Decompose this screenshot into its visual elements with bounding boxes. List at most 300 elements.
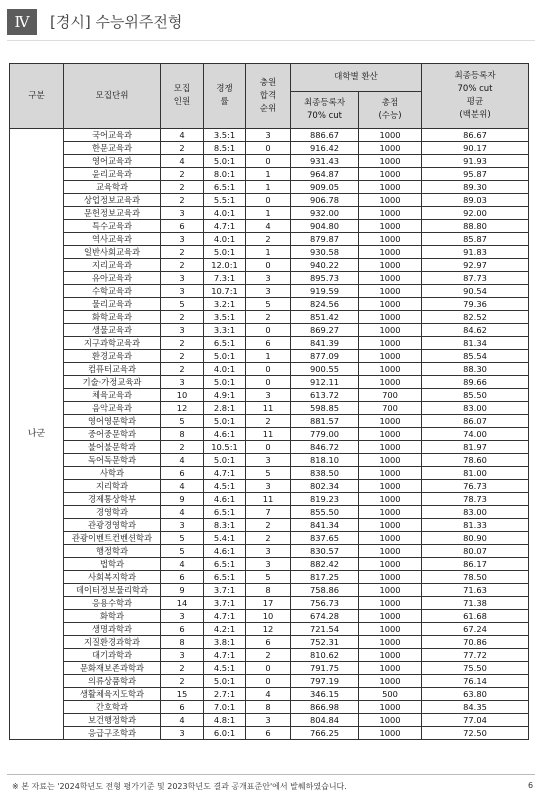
waitlist-rank: 8: [246, 584, 291, 597]
univ-score-cut: 964.87: [291, 168, 359, 181]
competition-ratio: 5.0:1: [204, 415, 246, 428]
competition-ratio: 4.7:1: [204, 649, 246, 662]
quota: 2: [161, 194, 204, 207]
unit-name: 문헌정보교육과: [64, 207, 161, 220]
waitlist-rank: 0: [246, 324, 291, 337]
table-row: [10, 220, 529, 233]
table-row: [10, 441, 529, 454]
univ-total: 1000: [359, 298, 422, 311]
univ-score-cut: 879.87: [291, 233, 359, 246]
univ-total: 1000: [359, 558, 422, 571]
univ-score-cut: 866.98: [291, 701, 359, 714]
unit-name: 사학과: [64, 467, 161, 480]
unit-name: 불어불문학과: [64, 441, 161, 454]
quota: 6: [161, 571, 204, 584]
table-row: [10, 168, 529, 181]
univ-total: 1000: [359, 545, 422, 558]
quota: 14: [161, 597, 204, 610]
waitlist-rank: 6: [246, 636, 291, 649]
univ-total: 1000: [359, 467, 422, 480]
waitlist-rank: 2: [246, 233, 291, 246]
univ-score-cut: 674.28: [291, 610, 359, 623]
univ-score-cut: 886.67: [291, 129, 359, 142]
quota: 3: [161, 324, 204, 337]
univ-total: 1000: [359, 571, 422, 584]
waitlist-rank: 4: [246, 220, 291, 233]
final-percentile: 76.14: [422, 675, 529, 688]
univ-total: 1000: [359, 584, 422, 597]
univ-score-cut: 912.11: [291, 376, 359, 389]
univ-score-cut: 791.75: [291, 662, 359, 675]
final-percentile: 77.72: [422, 649, 529, 662]
waitlist-rank: 3: [246, 545, 291, 558]
table-row: [10, 207, 529, 220]
unit-name: 간호학과: [64, 701, 161, 714]
quota: 4: [161, 480, 204, 493]
unit-name: 관광이벤트컨벤션학과: [64, 532, 161, 545]
unit-name: 법학과: [64, 558, 161, 571]
univ-score-cut: 919.59: [291, 285, 359, 298]
final-percentile: 91.83: [422, 246, 529, 259]
competition-ratio: 6.5:1: [204, 506, 246, 519]
quota: 6: [161, 623, 204, 636]
waitlist-rank: 17: [246, 597, 291, 610]
univ-score-cut: 846.72: [291, 441, 359, 454]
table-row: [10, 558, 529, 571]
final-percentile: 70.86: [422, 636, 529, 649]
final-percentile: 63.80: [422, 688, 529, 701]
quota: 4: [161, 506, 204, 519]
final-percentile: 86.67: [422, 129, 529, 142]
univ-score-cut: 940.22: [291, 259, 359, 272]
table-row: [10, 415, 529, 428]
univ-score-cut: 904.80: [291, 220, 359, 233]
final-percentile: 75.50: [422, 662, 529, 675]
quota: 3: [161, 285, 204, 298]
unit-name: 일반사회교육과: [64, 246, 161, 259]
competition-ratio: 4.7:1: [204, 220, 246, 233]
header-division: 구분: [10, 64, 64, 129]
univ-score-cut: 802.34: [291, 480, 359, 493]
univ-score-cut: 766.25: [291, 727, 359, 740]
competition-ratio: 2.8:1: [204, 402, 246, 415]
final-percentile: 90.54: [422, 285, 529, 298]
waitlist-rank: 6: [246, 727, 291, 740]
final-percentile: 82.52: [422, 311, 529, 324]
quota: 9: [161, 493, 204, 506]
quota: 3: [161, 727, 204, 740]
competition-ratio: 10.7:1: [204, 285, 246, 298]
competition-ratio: 5.0:1: [204, 675, 246, 688]
univ-score-cut: 818.10: [291, 454, 359, 467]
univ-total: 1000: [359, 701, 422, 714]
table-row: [10, 701, 529, 714]
quota: 8: [161, 636, 204, 649]
unit-name: 유아교육과: [64, 272, 161, 285]
unit-name: 중어중문학과: [64, 428, 161, 441]
final-percentile: 74.00: [422, 428, 529, 441]
competition-ratio: 4.8:1: [204, 714, 246, 727]
unit-name: 체육교육과: [64, 389, 161, 402]
univ-total: 1000: [359, 194, 422, 207]
univ-score-cut: 756.73: [291, 597, 359, 610]
waitlist-rank: 0: [246, 376, 291, 389]
section-title: [경시] 수능위주전형: [50, 13, 183, 31]
competition-ratio: 6.5:1: [204, 571, 246, 584]
univ-total: 500: [359, 688, 422, 701]
univ-total: 1000: [359, 181, 422, 194]
quota: 5: [161, 415, 204, 428]
final-percentile: 81.97: [422, 441, 529, 454]
header-univ-total: 총점 (수능): [359, 92, 422, 129]
waitlist-rank: 2: [246, 519, 291, 532]
table-row: [10, 584, 529, 597]
final-percentile: 91.93: [422, 155, 529, 168]
table-row: [10, 506, 529, 519]
table-row: [10, 623, 529, 636]
final-percentile: 90.17: [422, 142, 529, 155]
unit-name: 환경교육과: [64, 350, 161, 363]
quota: 4: [161, 129, 204, 142]
header-univ-conversion: 대학별 환산: [291, 64, 422, 92]
unit-name: 경제통상학부: [64, 493, 161, 506]
competition-ratio: 5.0:1: [204, 350, 246, 363]
unit-name: 컴퓨터교육과: [64, 363, 161, 376]
competition-ratio: 4.2:1: [204, 623, 246, 636]
table-row: [10, 337, 529, 350]
table-row: [10, 129, 529, 142]
unit-name: 화학교육과: [64, 311, 161, 324]
univ-total: 1000: [359, 415, 422, 428]
unit-name: 의류상품학과: [64, 675, 161, 688]
unit-name: 응용수학과: [64, 597, 161, 610]
table-row: [10, 402, 529, 415]
quota: 12: [161, 402, 204, 415]
unit-name: 지리교육과: [64, 259, 161, 272]
quota: 5: [161, 545, 204, 558]
final-percentile: 71.63: [422, 584, 529, 597]
univ-score-cut: 930.58: [291, 246, 359, 259]
univ-total: 1000: [359, 363, 422, 376]
univ-score-cut: 837.65: [291, 532, 359, 545]
quota: 2: [161, 441, 204, 454]
univ-total: 1000: [359, 129, 422, 142]
univ-total: 1000: [359, 337, 422, 350]
final-percentile: 86.17: [422, 558, 529, 571]
univ-score-cut: 851.42: [291, 311, 359, 324]
competition-ratio: 3.3:1: [204, 324, 246, 337]
quota: 2: [161, 337, 204, 350]
table-row: [10, 181, 529, 194]
univ-total: 1000: [359, 610, 422, 623]
waitlist-rank: 0: [246, 142, 291, 155]
table-row: [10, 727, 529, 740]
univ-total: 1000: [359, 675, 422, 688]
quota: 15: [161, 688, 204, 701]
competition-ratio: 8.5:1: [204, 142, 246, 155]
waitlist-rank: 0: [246, 155, 291, 168]
final-percentile: 89.30: [422, 181, 529, 194]
competition-ratio: 5.4:1: [204, 532, 246, 545]
unit-name: 기술·가정교육과: [64, 376, 161, 389]
table-row: [10, 350, 529, 363]
table-row: [10, 324, 529, 337]
table-row: [10, 259, 529, 272]
final-percentile: 86.07: [422, 415, 529, 428]
univ-total: 1000: [359, 155, 422, 168]
unit-name: 생명과학과: [64, 623, 161, 636]
table-row: [10, 246, 529, 259]
univ-score-cut: 804.84: [291, 714, 359, 727]
waitlist-rank: 6: [246, 337, 291, 350]
univ-score-cut: 881.57: [291, 415, 359, 428]
competition-ratio: 7.0:1: [204, 701, 246, 714]
univ-total: 700: [359, 389, 422, 402]
competition-ratio: 4.9:1: [204, 389, 246, 402]
table-row: [10, 389, 529, 402]
univ-score-cut: 838.50: [291, 467, 359, 480]
quota: 3: [161, 376, 204, 389]
unit-name: 데이터정보물리학과: [64, 584, 161, 597]
unit-name: 화학과: [64, 610, 161, 623]
waitlist-rank: 3: [246, 272, 291, 285]
univ-total: 1000: [359, 662, 422, 675]
unit-name: 생물교육과: [64, 324, 161, 337]
competition-ratio: 5.0:1: [204, 376, 246, 389]
quota: 4: [161, 454, 204, 467]
unit-name: 지리학과: [64, 480, 161, 493]
quota: 2: [161, 662, 204, 675]
final-percentile: 85.87: [422, 233, 529, 246]
table-row: [10, 662, 529, 675]
header-rank: 충원 합격 순위: [246, 64, 291, 129]
page-number: 6: [528, 781, 534, 790]
header-quota: 모집 인원: [161, 64, 204, 129]
unit-name: 독어독문학과: [64, 454, 161, 467]
final-percentile: 92.00: [422, 207, 529, 220]
final-percentile: 89.03: [422, 194, 529, 207]
waitlist-rank: 5: [246, 467, 291, 480]
final-percentile: 80.90: [422, 532, 529, 545]
univ-total: 1000: [359, 285, 422, 298]
competition-ratio: 4.5:1: [204, 480, 246, 493]
waitlist-rank: 11: [246, 428, 291, 441]
unit-name: 국어교육과: [64, 129, 161, 142]
univ-total: 1000: [359, 428, 422, 441]
final-percentile: 79.36: [422, 298, 529, 311]
unit-name: 대기과학과: [64, 649, 161, 662]
competition-ratio: 6.5:1: [204, 558, 246, 571]
table-row: [10, 376, 529, 389]
table-row: [10, 233, 529, 246]
univ-total: 1000: [359, 207, 422, 220]
table-row: [10, 636, 529, 649]
waitlist-rank: 0: [246, 259, 291, 272]
unit-name: 영어교육과: [64, 155, 161, 168]
univ-score-cut: 895.73: [291, 272, 359, 285]
univ-score-cut: 906.78: [291, 194, 359, 207]
univ-total: 1000: [359, 532, 422, 545]
waitlist-rank: 10: [246, 610, 291, 623]
waitlist-rank: 2: [246, 415, 291, 428]
competition-ratio: 3.7:1: [204, 597, 246, 610]
competition-ratio: 5.0:1: [204, 454, 246, 467]
table-row: [10, 493, 529, 506]
quota: 2: [161, 311, 204, 324]
univ-score-cut: 909.05: [291, 181, 359, 194]
competition-ratio: 5.0:1: [204, 155, 246, 168]
competition-ratio: 4.6:1: [204, 428, 246, 441]
final-percentile: 78.50: [422, 571, 529, 584]
quota: 6: [161, 467, 204, 480]
univ-total: 1000: [359, 519, 422, 532]
header-univ-final-cut: 최종등록자 70% cut: [291, 92, 359, 129]
waitlist-rank: 3: [246, 129, 291, 142]
unit-name: 응급구조학과: [64, 727, 161, 740]
final-percentile: 83.00: [422, 402, 529, 415]
quota: 4: [161, 155, 204, 168]
waitlist-rank: 3: [246, 480, 291, 493]
univ-score-cut: 810.62: [291, 649, 359, 662]
unit-name: 보건행정학과: [64, 714, 161, 727]
competition-ratio: 4.7:1: [204, 610, 246, 623]
table-row: [10, 545, 529, 558]
final-percentile: 89.66: [422, 376, 529, 389]
quota: 2: [161, 168, 204, 181]
table-row: [10, 714, 529, 727]
waitlist-rank: 7: [246, 506, 291, 519]
univ-total: 1000: [359, 636, 422, 649]
univ-score-cut: 721.54: [291, 623, 359, 636]
quota: 2: [161, 363, 204, 376]
final-percentile: 61.68: [422, 610, 529, 623]
table-row: [10, 454, 529, 467]
competition-ratio: 3.5:1: [204, 129, 246, 142]
unit-name: 행정학과: [64, 545, 161, 558]
univ-total: 1000: [359, 142, 422, 155]
section-header: [7, 9, 407, 35]
footnote: ※ 본 자료는 '2024학년도 전형 평가기준 및 2023학년도 결과 공개표준안'에서 발췌하였습니다.: [12, 782, 347, 791]
waitlist-rank: 1: [246, 350, 291, 363]
unit-name: 역사교육과: [64, 233, 161, 246]
final-percentile: 80.07: [422, 545, 529, 558]
competition-ratio: 6.0:1: [204, 727, 246, 740]
competition-ratio: 4.5:1: [204, 662, 246, 675]
table-row: [10, 480, 529, 493]
quota: 4: [161, 558, 204, 571]
waitlist-rank: 11: [246, 493, 291, 506]
univ-total: 700: [359, 402, 422, 415]
waitlist-rank: 3: [246, 714, 291, 727]
competition-ratio: 4.6:1: [204, 493, 246, 506]
competition-ratio: 4.0:1: [204, 233, 246, 246]
table-row: [10, 519, 529, 532]
table-row: [10, 298, 529, 311]
univ-total: 1000: [359, 376, 422, 389]
waitlist-rank: 5: [246, 571, 291, 584]
waitlist-rank: 3: [246, 285, 291, 298]
univ-total: 1000: [359, 324, 422, 337]
waitlist-rank: 3: [246, 454, 291, 467]
quota: 3: [161, 519, 204, 532]
univ-score-cut: 824.56: [291, 298, 359, 311]
footer-divider: [7, 774, 535, 775]
competition-ratio: 5.5:1: [204, 194, 246, 207]
table-row: [10, 597, 529, 610]
competition-ratio: 3.5:1: [204, 311, 246, 324]
table-row: [10, 142, 529, 155]
univ-total: 1000: [359, 233, 422, 246]
final-percentile: 78.73: [422, 493, 529, 506]
univ-score-cut: 841.39: [291, 337, 359, 350]
table-row: [10, 272, 529, 285]
table-body: [10, 129, 529, 740]
table-row: [10, 467, 529, 480]
competition-ratio: 2.7:1: [204, 688, 246, 701]
waitlist-rank: 3: [246, 389, 291, 402]
univ-score-cut: 830.57: [291, 545, 359, 558]
waitlist-rank: 0: [246, 675, 291, 688]
quota: 5: [161, 532, 204, 545]
admission-results-table: [9, 63, 529, 740]
table-row: [10, 649, 529, 662]
univ-total: 1000: [359, 168, 422, 181]
table-row: [10, 610, 529, 623]
quota: 6: [161, 701, 204, 714]
table-row: [10, 532, 529, 545]
univ-total: 1000: [359, 506, 422, 519]
univ-total: 1000: [359, 623, 422, 636]
final-percentile: 88.80: [422, 220, 529, 233]
quota: 3: [161, 233, 204, 246]
waitlist-rank: 8: [246, 701, 291, 714]
univ-score-cut: 613.72: [291, 389, 359, 402]
unit-name: 음악교육과: [64, 402, 161, 415]
univ-total: 1000: [359, 441, 422, 454]
table-row: [10, 675, 529, 688]
univ-score-cut: 598.85: [291, 402, 359, 415]
unit-name: 경영학과: [64, 506, 161, 519]
waitlist-rank: 1: [246, 246, 291, 259]
quota: 2: [161, 246, 204, 259]
final-percentile: 88.30: [422, 363, 529, 376]
waitlist-rank: 2: [246, 649, 291, 662]
waitlist-rank: 5: [246, 298, 291, 311]
table-row: [10, 688, 529, 701]
final-percentile: 72.50: [422, 727, 529, 740]
competition-ratio: 4.0:1: [204, 363, 246, 376]
univ-total: 1000: [359, 480, 422, 493]
waitlist-rank: 2: [246, 311, 291, 324]
competition-ratio: 4.6:1: [204, 545, 246, 558]
unit-name: 교육학과: [64, 181, 161, 194]
unit-name: 한문교육과: [64, 142, 161, 155]
competition-ratio: 5.0:1: [204, 246, 246, 259]
univ-total: 1000: [359, 272, 422, 285]
univ-score-cut: 877.09: [291, 350, 359, 363]
final-percentile: 67.24: [422, 623, 529, 636]
quota: 6: [161, 220, 204, 233]
unit-name: 생활체육지도학과: [64, 688, 161, 701]
unit-name: 윤리교육과: [64, 168, 161, 181]
unit-name: 지구과학교육과: [64, 337, 161, 350]
competition-ratio: 3.7:1: [204, 584, 246, 597]
competition-ratio: 3.8:1: [204, 636, 246, 649]
univ-total: 1000: [359, 246, 422, 259]
header-divider: [7, 40, 535, 41]
quota: 2: [161, 675, 204, 688]
quota: 9: [161, 584, 204, 597]
